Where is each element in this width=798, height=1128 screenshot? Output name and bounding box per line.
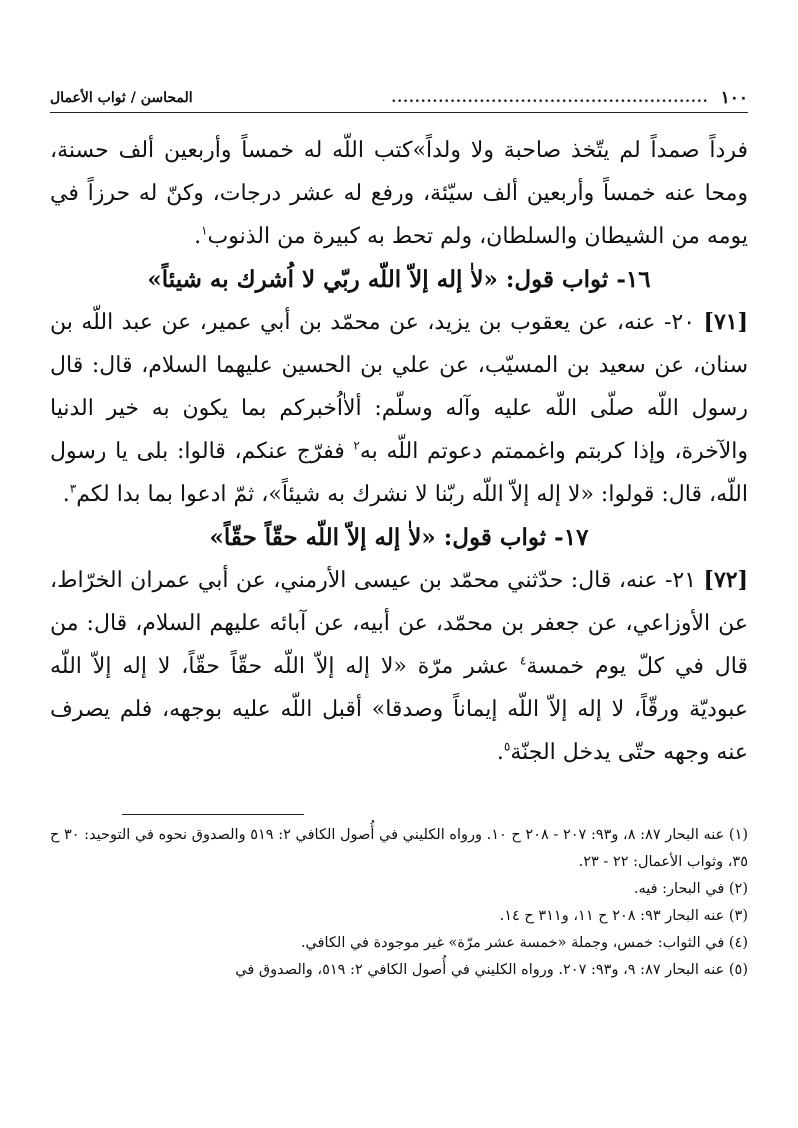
main-text <box>50 129 748 774</box>
paragraph-continuation <box>50 129 748 258</box>
hadith-text: عشر مرّة «لا إله إلاّ اللّه حقّاً حقّاً، لا إله إلاّ اللّه عبوديّة ورقّاً، لا إله إلاّ اللّه إيماناً وصدقا» أقبل اللّه عليه بوجهه، فلم يصرف عنه وجهه حتّى يدخل الجنّة <box>50 654 748 765</box>
footnote-4: (٤) في الثواب: خمس، وجملة «خمسة عشر مرّة» غير موجودة في الكافي. <box>300 935 748 951</box>
running-title: المحاسن / ثواب الأعمال <box>50 90 193 106</box>
running-header <box>50 84 748 113</box>
footnote-2: (٢) في البحار: فيه. <box>633 881 748 897</box>
footnote-3: (٣) عنه البحار ٩٣: ٢٠٨ ح ١١، و٣١١ ح ١٤. <box>499 908 748 924</box>
book-page <box>50 84 748 1124</box>
footnote-ref-3: ٣ <box>69 481 77 496</box>
hadith-71 <box>50 301 748 516</box>
paragraph-text: فرداً صمداً لم يتّخذ صاحبة ولا ولداً»كتب اللّه له خمساً وأربعين ألف حسنة، ومحا عنه خمساً وأربعين ألف سيّئة، ورفع له عشر درجات، وكنّ له حرزاً في يومه من الشيطان والسلطان، ولم تحط به كبيرة من الذنوب <box>50 138 748 249</box>
footnote-ref-1: ١ <box>201 223 208 238</box>
hadith-end: . <box>62 482 70 507</box>
paragraph-end: . <box>194 224 202 249</box>
section-heading-17: ١٧- ثواب قول: «لاٰ إله إلاّ اللّه حقّاً حقّاً» <box>209 524 589 551</box>
footnote-divider <box>122 814 304 815</box>
footnote-ref-5: ٥ <box>503 739 511 754</box>
hadith-end: . <box>496 740 504 765</box>
hadith-72 <box>50 559 748 774</box>
hadith-text: ففرّج عنكم، قالوا: بلى يا رسول اللّه، قال: قولوا: «لا إله إلاّ اللّه ربّنا لا نشرك به شيئاً»، ثمّ ادعوا بما بدا لكم <box>50 439 748 507</box>
footnotes <box>50 822 748 984</box>
section-heading-16: ١٦- ثواب قول: «لاٰ إله إلاّ اللّه ربّي لا اُشرك به شيئاً» <box>147 266 651 293</box>
dot-leaders: ...................................................... <box>391 90 709 106</box>
hadith-text: ٢٠- عنه، عن يعقوب بن يزيد، عن محمّد بن أبي عمير، عن عبد اللّه بن سنان، عن سعيد بن المسيّب، عن علي بن الحسين عليهما السلام، قال: قال رسول اللّه صلّى اللّه عليه وآله وسلّم: ألاٰاُخبركم بما يكون به خير الدنيا والآخرة، وإذا كربتم واغممتم دعوتم اللّه به <box>50 310 748 464</box>
hadith-number: [٧١] <box>703 309 749 335</box>
footnote-ref-2: ٢ <box>353 438 360 453</box>
hadith-text: ٢١- عنه، قال: حدّثني محمّد بن عيسى الأرمني، عن أبي عمران الخرّاط، عن الأوزاعي، عن جعفر بن محمّد، عن أبيه، عن آبائه عليهم السلام، قال: من قال في كلّ يوم خمسة <box>50 568 748 679</box>
footnote-ref-4: ٤ <box>519 653 527 668</box>
hadith-number: [٧٢] <box>703 567 748 593</box>
footnote-1: (١) عنه البحار ٨٧: ٨، و٩٣: ٢٠٧ - ٢٠٨ ح ١٠. ورواه الكليني في أُصول الكافي ٢: ٥١٩ والصدوق نحوه في التوحيد: ٣٠ ح ٣٥، وثواب الأعمال: ٢٢ - ٢٣. <box>50 827 749 870</box>
footnote-5: (٥) عنه البحار ٨٧: ٩، و٩٣: ٢٠٧. ورواه الكليني في أُصول الكافي ٢: ٥١٩، والصدوق في <box>235 962 748 978</box>
page-number: ١٠٠ <box>720 88 748 108</box>
